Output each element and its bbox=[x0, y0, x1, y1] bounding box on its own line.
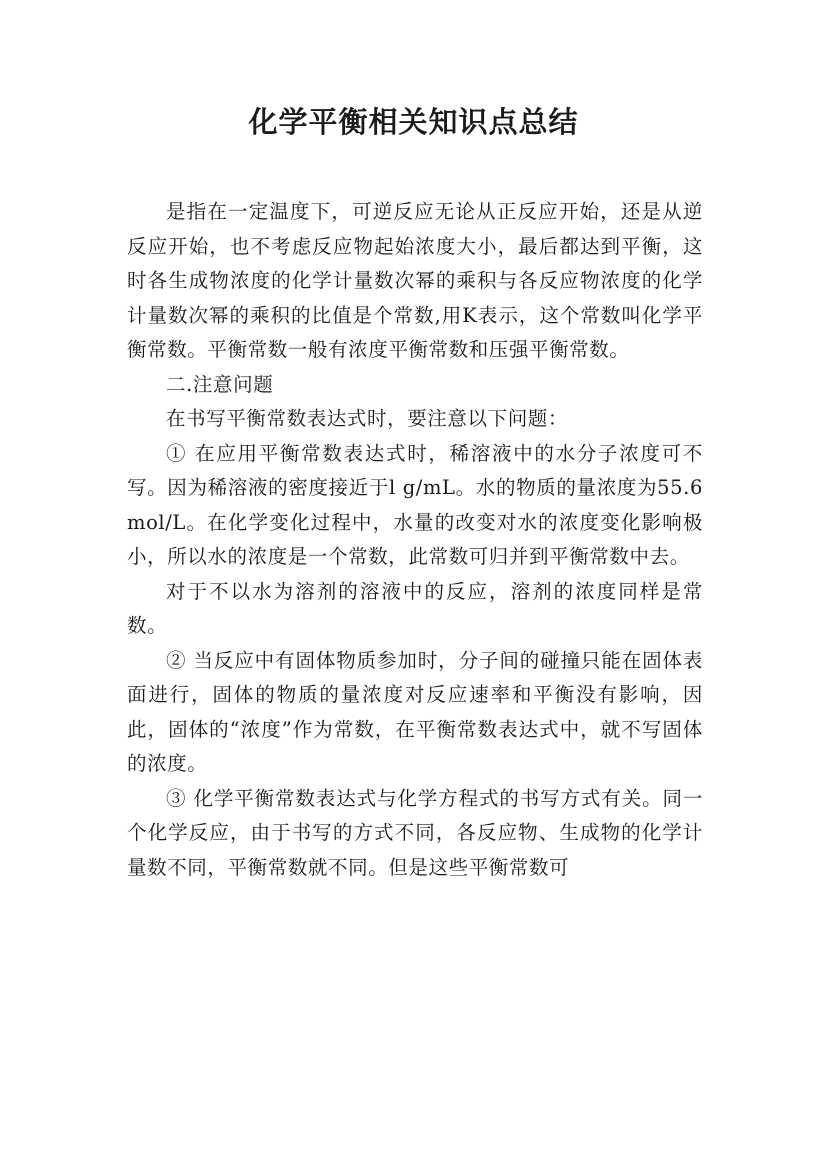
document-title: 化学平衡相关知识点总结 bbox=[248, 105, 579, 139]
paragraph-point-3: ③ 化学平衡常数表达式与化学方程式的书写方式有关。同一个化学反应，由于书写的方式不同，各反应物、生成物的化学计量数不同，平衡常数就不同。但是这些平衡常数可 bbox=[127, 786, 703, 879]
paragraph-point-2: ② 当反应中有固体物质参加时，分子间的碰撞只能在固体表面进行，固体的物质的量浓度对反应速率和平衡没有影响，因此，固体的“浓度”作为常数，在平衡常数表达式中，就不写固体的浓度。 bbox=[127, 648, 703, 775]
paragraph-solvent: 对于不以水为溶剂的溶液中的反应，溶剂的浓度同样是常数。 bbox=[127, 579, 703, 637]
section-heading-notes: 二.注意问题 bbox=[166, 372, 274, 396]
paragraph-intro: 在书写平衡常数表达式时，要注意以下问题： bbox=[166, 407, 569, 430]
document-body bbox=[127, 195, 703, 885]
paragraph-point-1: ① 在应用平衡常数表达式时，稀溶液中的水分子浓度可不写。因为稀溶液的密度接近于l g/mL。水的物质的量浓度为55.6 mol/L。在化学变化过程中，水量的改变对水的浓度变化影响极小，所以水的浓度是一个常数，此常数可归并到平衡常数中去。 bbox=[127, 441, 703, 568]
paragraph-definition: 是指在一定温度下，可逆反应无论从正反应开始，还是从逆反应开始，也不考虑反应物起始浓度大小，最后都达到平衡，这时各生成物浓度的化学计量数次幂的乘积与各反应物浓度的化学计量数次幂的乘积的比值是个常数,用K表示，这个常数叫化学平衡常数。平衡常数一般有浓度平衡常数和压强平衡常数。 bbox=[127, 200, 703, 361]
